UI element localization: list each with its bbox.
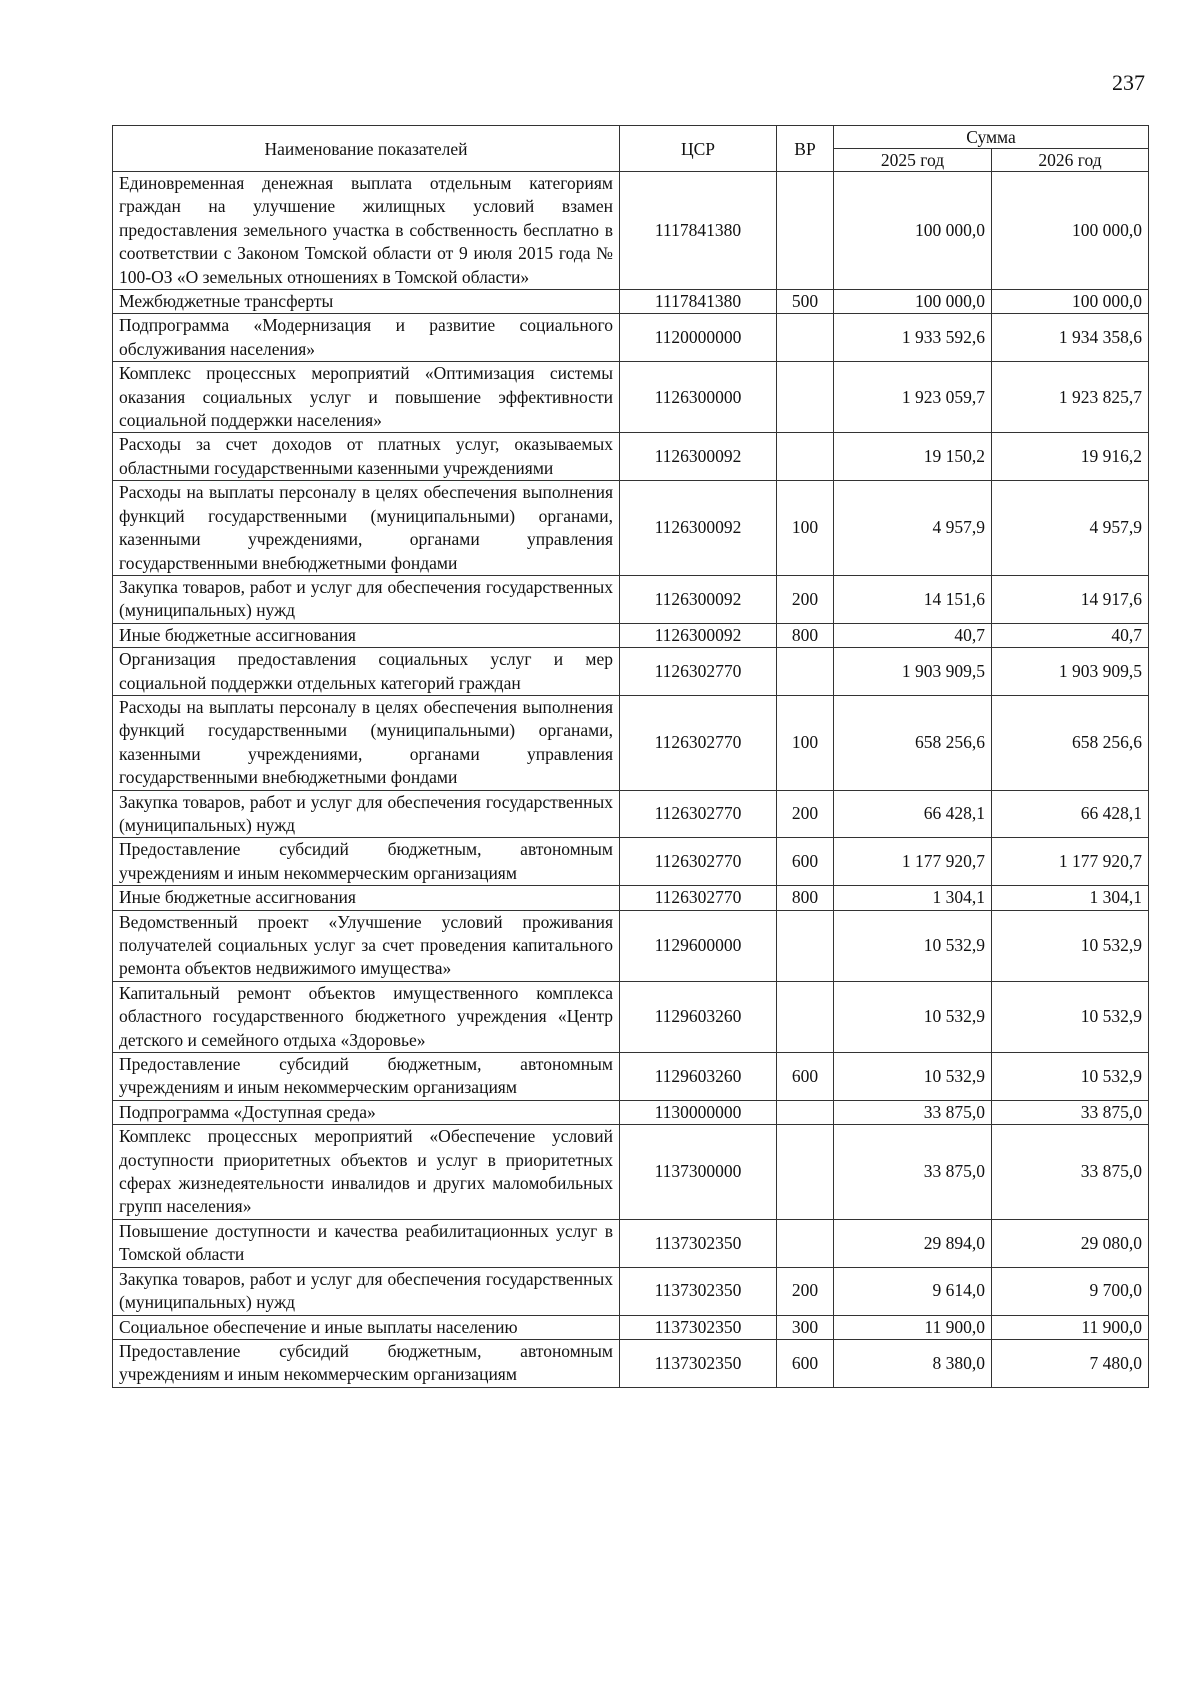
row-vr-cell <box>777 648 834 696</box>
row-csr-cell: 1137302350 <box>620 1267 777 1315</box>
row-sum-2025-cell: 66 428,1 <box>834 790 992 838</box>
table-row <box>113 910 1149 981</box>
row-name-cell: Единовременная денежная выплата отдельным категориям граждан на улучшение жилищных условий взамен предоставления земельного участка в собственность бесплатно в соответствии с Законом Томской области от 9 июля 2015 года № 100-ОЗ «О земельных отношениях в Томской области» <box>113 172 620 290</box>
row-vr-cell: 200 <box>777 1267 834 1315</box>
row-name-cell: Организация предоставления социальных услуг и мер социальной поддержки отдельных категорий граждан <box>113 648 620 696</box>
row-sum-2025-cell: 1 933 592,6 <box>834 314 992 362</box>
row-sum-2026-cell: 7 480,0 <box>992 1339 1149 1387</box>
row-vr-cell <box>777 981 834 1052</box>
row-sum-2026-cell: 19 916,2 <box>992 433 1149 481</box>
row-sum-2026-cell: 66 428,1 <box>992 790 1149 838</box>
row-sum-2026-cell: 658 256,6 <box>992 695 1149 790</box>
row-sum-2026-cell: 29 080,0 <box>992 1219 1149 1267</box>
row-csr-cell: 1129600000 <box>620 910 777 981</box>
row-sum-2026-cell: 33 875,0 <box>992 1125 1149 1220</box>
row-vr-cell: 100 <box>777 695 834 790</box>
row-csr-cell: 1130000000 <box>620 1100 777 1124</box>
row-sum-2026-cell: 10 532,9 <box>992 981 1149 1052</box>
row-name-cell: Комплекс процессных мероприятий «Обеспечение условий доступности приоритетных объектов и услуг в приоритетных сферах жизнедеятельности инвалидов и других маломобильных групп населения» <box>113 1125 620 1220</box>
row-sum-2026-cell: 40,7 <box>992 623 1149 647</box>
budget-table <box>112 125 1149 1388</box>
row-sum-2026-cell: 10 532,9 <box>992 1053 1149 1101</box>
table-row <box>113 886 1149 910</box>
row-sum-2026-cell: 33 875,0 <box>992 1100 1149 1124</box>
row-csr-cell: 1129603260 <box>620 981 777 1052</box>
row-vr-cell: 800 <box>777 623 834 647</box>
row-sum-2025-cell: 1 177 920,7 <box>834 838 992 886</box>
row-csr-cell: 1137302350 <box>620 1315 777 1339</box>
row-sum-2025-cell: 658 256,6 <box>834 695 992 790</box>
row-name-cell: Предоставление субсидий бюджетным, автономным учреждениям и иным некоммерческим организациям <box>113 1053 620 1101</box>
row-sum-2026-cell: 14 917,6 <box>992 575 1149 623</box>
table-row <box>113 290 1149 314</box>
row-sum-2025-cell: 9 614,0 <box>834 1267 992 1315</box>
table-row <box>113 695 1149 790</box>
row-vr-cell <box>777 362 834 433</box>
table-row <box>113 362 1149 433</box>
table-row <box>113 1219 1149 1267</box>
row-name-cell: Повышение доступности и качества реабилитационных услуг в Томской области <box>113 1219 620 1267</box>
row-name-cell: Предоставление субсидий бюджетным, автономным учреждениям и иным некоммерческим организациям <box>113 1339 620 1387</box>
table-row <box>113 1053 1149 1101</box>
row-name-cell: Комплекс процессных мероприятий «Оптимизация системы оказания социальных услуг и повышение эффективности социальной поддержки населения» <box>113 362 620 433</box>
row-sum-2025-cell: 33 875,0 <box>834 1100 992 1124</box>
row-name-cell: Закупка товаров, работ и услуг для обеспечения государственных (муниципальных) нужд <box>113 790 620 838</box>
table-row <box>113 1339 1149 1387</box>
row-sum-2025-cell: 1 304,1 <box>834 886 992 910</box>
row-sum-2025-cell: 100 000,0 <box>834 172 992 290</box>
table-row <box>113 314 1149 362</box>
row-name-cell: Расходы за счет доходов от платных услуг, оказываемых областными государственными казенными учреждениями <box>113 433 620 481</box>
table-body <box>113 172 1149 1388</box>
row-vr-cell: 800 <box>777 886 834 910</box>
row-csr-cell: 1117841380 <box>620 172 777 290</box>
row-name-cell: Иные бюджетные ассигнования <box>113 623 620 647</box>
row-name-cell: Закупка товаров, работ и услуг для обеспечения государственных (муниципальных) нужд <box>113 1267 620 1315</box>
table-row <box>113 172 1149 290</box>
row-sum-2025-cell: 33 875,0 <box>834 1125 992 1220</box>
header-name: Наименование показателей <box>113 126 620 172</box>
row-vr-cell: 300 <box>777 1315 834 1339</box>
row-vr-cell: 500 <box>777 290 834 314</box>
row-name-cell: Подпрограмма «Доступная среда» <box>113 1100 620 1124</box>
row-sum-2025-cell: 4 957,9 <box>834 481 992 576</box>
row-sum-2025-cell: 1 923 059,7 <box>834 362 992 433</box>
table-row <box>113 1315 1149 1339</box>
row-sum-2025-cell: 100 000,0 <box>834 290 992 314</box>
row-name-cell: Капитальный ремонт объектов имущественного комплекса областного государственного бюджетного учреждения «Центр детского и семейного отдыха «Здоровье» <box>113 981 620 1052</box>
row-name-cell: Предоставление субсидий бюджетным, автономным учреждениям и иным некоммерческим организациям <box>113 838 620 886</box>
row-csr-cell: 1126300092 <box>620 481 777 576</box>
row-name-cell: Расходы на выплаты персоналу в целях обеспечения выполнения функций государственными (муниципальными) органами, казенными учреждениями, органами управления государственными внебюджетными фондами <box>113 481 620 576</box>
row-sum-2025-cell: 14 151,6 <box>834 575 992 623</box>
row-vr-cell <box>777 1219 834 1267</box>
header-csr: ЦСР <box>620 126 777 172</box>
row-vr-cell <box>777 910 834 981</box>
page-number: 237 <box>1112 70 1145 95</box>
row-name-cell: Иные бюджетные ассигнования <box>113 886 620 910</box>
row-sum-2025-cell: 10 532,9 <box>834 1053 992 1101</box>
header-year-2026: 2026 год <box>992 149 1149 172</box>
row-sum-2026-cell: 100 000,0 <box>992 290 1149 314</box>
row-sum-2026-cell: 1 304,1 <box>992 886 1149 910</box>
row-csr-cell: 1126300092 <box>620 433 777 481</box>
row-csr-cell: 1117841380 <box>620 290 777 314</box>
row-sum-2025-cell: 10 532,9 <box>834 910 992 981</box>
table-row <box>113 575 1149 623</box>
table-row <box>113 1267 1149 1315</box>
row-name-cell: Подпрограмма «Модернизация и развитие социального обслуживания населения» <box>113 314 620 362</box>
row-sum-2026-cell: 100 000,0 <box>992 172 1149 290</box>
table-row <box>113 623 1149 647</box>
row-sum-2026-cell: 4 957,9 <box>992 481 1149 576</box>
row-sum-2026-cell: 11 900,0 <box>992 1315 1149 1339</box>
table-row <box>113 648 1149 696</box>
table-row <box>113 790 1149 838</box>
row-csr-cell: 1126302770 <box>620 648 777 696</box>
row-sum-2025-cell: 29 894,0 <box>834 1219 992 1267</box>
row-sum-2025-cell: 10 532,9 <box>834 981 992 1052</box>
row-csr-cell: 1137302350 <box>620 1219 777 1267</box>
row-vr-cell: 600 <box>777 838 834 886</box>
row-csr-cell: 1129603260 <box>620 1053 777 1101</box>
row-name-cell: Расходы на выплаты персоналу в целях обеспечения выполнения функций государственными (муниципальными) органами, казенными учреждениями, органами управления государственными внебюджетными фондами <box>113 695 620 790</box>
row-vr-cell <box>777 1125 834 1220</box>
row-name-cell: Закупка товаров, работ и услуг для обеспечения государственных (муниципальных) нужд <box>113 575 620 623</box>
row-sum-2026-cell: 1 934 358,6 <box>992 314 1149 362</box>
row-sum-2025-cell: 11 900,0 <box>834 1315 992 1339</box>
header-sum: Сумма <box>834 126 1149 149</box>
row-name-cell: Ведомственный проект «Улучшение условий проживания получателей социальных услуг за счет проведения капитального ремонта объектов недвижимого имущества» <box>113 910 620 981</box>
header-row <box>113 126 1149 149</box>
row-vr-cell <box>777 433 834 481</box>
table-row <box>113 433 1149 481</box>
row-sum-2026-cell: 1 923 825,7 <box>992 362 1149 433</box>
row-csr-cell: 1120000000 <box>620 314 777 362</box>
row-vr-cell: 100 <box>777 481 834 576</box>
row-vr-cell <box>777 314 834 362</box>
row-csr-cell: 1126302770 <box>620 838 777 886</box>
row-sum-2026-cell: 10 532,9 <box>992 910 1149 981</box>
row-csr-cell: 1137300000 <box>620 1125 777 1220</box>
table-row <box>113 981 1149 1052</box>
row-vr-cell: 600 <box>777 1339 834 1387</box>
row-name-cell: Межбюджетные трансферты <box>113 290 620 314</box>
row-sum-2026-cell: 1 177 920,7 <box>992 838 1149 886</box>
table-row <box>113 838 1149 886</box>
header-year-2025: 2025 год <box>834 149 992 172</box>
row-csr-cell: 1126302770 <box>620 790 777 838</box>
row-csr-cell: 1126302770 <box>620 886 777 910</box>
row-csr-cell: 1126300000 <box>620 362 777 433</box>
row-csr-cell: 1126300092 <box>620 623 777 647</box>
row-vr-cell: 600 <box>777 1053 834 1101</box>
row-vr-cell: 200 <box>777 790 834 838</box>
row-csr-cell: 1126302770 <box>620 695 777 790</box>
row-sum-2025-cell: 8 380,0 <box>834 1339 992 1387</box>
row-sum-2025-cell: 40,7 <box>834 623 992 647</box>
table-row <box>113 1100 1149 1124</box>
table-row <box>113 1125 1149 1220</box>
row-vr-cell: 200 <box>777 575 834 623</box>
row-name-cell: Социальное обеспечение и иные выплаты населению <box>113 1315 620 1339</box>
table-row <box>113 481 1149 576</box>
row-csr-cell: 1126300092 <box>620 575 777 623</box>
row-sum-2025-cell: 19 150,2 <box>834 433 992 481</box>
header-vr: ВР <box>777 126 834 172</box>
row-vr-cell <box>777 172 834 290</box>
row-sum-2026-cell: 1 903 909,5 <box>992 648 1149 696</box>
row-sum-2025-cell: 1 903 909,5 <box>834 648 992 696</box>
row-csr-cell: 1137302350 <box>620 1339 777 1387</box>
row-vr-cell <box>777 1100 834 1124</box>
row-sum-2026-cell: 9 700,0 <box>992 1267 1149 1315</box>
